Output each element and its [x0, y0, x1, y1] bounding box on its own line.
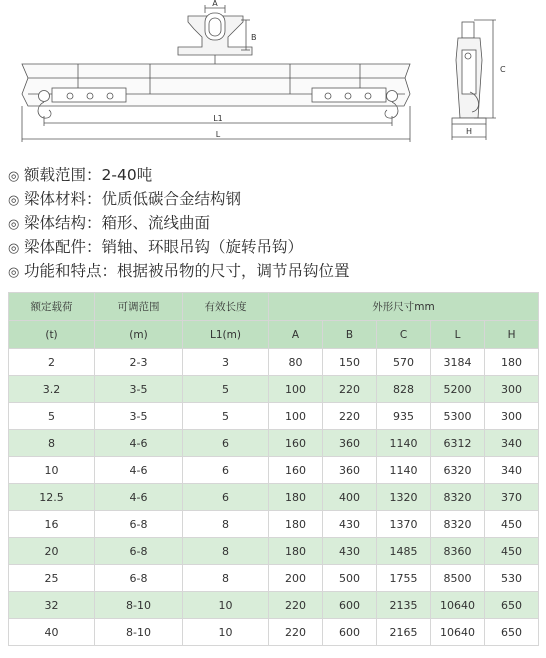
spec-material — [8, 187, 538, 211]
table-body — [9, 349, 539, 646]
cell-effective-length: 10 — [183, 619, 269, 646]
table-row — [9, 592, 539, 619]
cell-adjust-range: 4-6 — [95, 457, 183, 484]
spec-bullet: ◎ — [8, 241, 20, 256]
cell-dim-a: 180 — [269, 484, 323, 511]
cell-dim-b: 150 — [323, 349, 377, 376]
spec-list — [8, 163, 538, 283]
cell-dim-l: 6312 — [431, 430, 485, 457]
cell-dim-h: 300 — [485, 403, 539, 430]
header-rated-load-unit: (t) — [9, 321, 95, 349]
cell-dim-c: 935 — [377, 403, 431, 430]
cell-effective-length: 5 — [183, 403, 269, 430]
header-dim-a: A — [269, 321, 323, 349]
cell-dim-c: 2135 — [377, 592, 431, 619]
cell-effective-length: 8 — [183, 565, 269, 592]
cell-effective-length: 8 — [183, 511, 269, 538]
table-row — [9, 457, 539, 484]
cell-dim-b: 430 — [323, 511, 377, 538]
header-outer-dimensions: 外形尺寸mm — [269, 293, 539, 321]
cell-dim-a: 180 — [269, 538, 323, 565]
cell-effective-length: 8 — [183, 538, 269, 565]
spec-label: 功能和特点 — [24, 262, 102, 280]
cell-dim-l: 6320 — [431, 457, 485, 484]
spec-structure — [8, 211, 538, 235]
cell-dim-b: 600 — [323, 592, 377, 619]
cell-dim-l: 8500 — [431, 565, 485, 592]
header-effective-length-unit: L1(m) — [183, 321, 269, 349]
table-row — [9, 484, 539, 511]
cell-adjust-range: 8-10 — [95, 619, 183, 646]
cell-dim-l: 3184 — [431, 349, 485, 376]
dim-b-label: B — [251, 33, 257, 42]
cell-dim-c: 828 — [377, 376, 431, 403]
cell-adjust-range: 4-6 — [95, 484, 183, 511]
cell-effective-length: 10 — [183, 592, 269, 619]
spec-value: 箱形、流线曲面 — [101, 214, 211, 232]
spec-separator: ： — [86, 166, 102, 184]
cell-adjust-range: 2-3 — [95, 349, 183, 376]
cell-rated-load: 32 — [9, 592, 95, 619]
cell-dim-h: 650 — [485, 619, 539, 646]
cell-dim-l: 10640 — [431, 592, 485, 619]
cell-dim-a: 220 — [269, 592, 323, 619]
cell-dim-h: 530 — [485, 565, 539, 592]
spec-value: 根据被吊物的尺寸，调节吊钩位置 — [117, 262, 350, 280]
cell-dim-a: 160 — [269, 457, 323, 484]
table-row — [9, 538, 539, 565]
cell-dim-l: 8360 — [431, 538, 485, 565]
cell-dim-h: 340 — [485, 430, 539, 457]
cell-dim-a: 160 — [269, 430, 323, 457]
spec-bullet: ◎ — [8, 193, 20, 208]
spec-separator: ： — [86, 214, 102, 232]
cell-adjust-range: 6-8 — [95, 538, 183, 565]
cell-adjust-range: 3-5 — [95, 376, 183, 403]
cell-dim-c: 1755 — [377, 565, 431, 592]
cell-dim-c: 570 — [377, 349, 431, 376]
cell-dim-h: 450 — [485, 538, 539, 565]
spec-label: 额载范围 — [24, 166, 87, 184]
spec-features — [8, 259, 538, 283]
spec-separator: ： — [86, 238, 102, 256]
spec-label: 梁体配件 — [24, 238, 87, 256]
cell-dim-b: 500 — [323, 565, 377, 592]
spec-bullet: ◎ — [8, 265, 20, 280]
cell-rated-load: 20 — [9, 538, 95, 565]
cell-adjust-range: 6-8 — [95, 511, 183, 538]
cell-effective-length: 6 — [183, 430, 269, 457]
cell-effective-length: 3 — [183, 349, 269, 376]
spec-label: 梁体结构 — [24, 214, 87, 232]
spec-bullet: ◎ — [8, 169, 20, 184]
cell-dim-b: 360 — [323, 457, 377, 484]
table-row — [9, 376, 539, 403]
dim-l-label: L — [215, 130, 221, 139]
cell-effective-length: 6 — [183, 457, 269, 484]
cell-rated-load: 25 — [9, 565, 95, 592]
spec-separator: ： — [86, 190, 102, 208]
cell-rated-load: 5 — [9, 403, 95, 430]
cell-dim-a: 220 — [269, 619, 323, 646]
cell-dim-c: 1370 — [377, 511, 431, 538]
cell-adjust-range: 6-8 — [95, 565, 183, 592]
cell-dim-c: 1140 — [377, 430, 431, 457]
cell-dim-h: 300 — [485, 376, 539, 403]
cell-dim-c: 1320 — [377, 484, 431, 511]
cell-dim-b: 400 — [323, 484, 377, 511]
cell-dim-a: 100 — [269, 403, 323, 430]
cell-dim-b: 220 — [323, 376, 377, 403]
header-adjust-range: 可调范围 — [95, 293, 183, 321]
spec-value: 2-40吨 — [101, 166, 153, 184]
cell-dim-l: 8320 — [431, 511, 485, 538]
cell-dim-a: 80 — [269, 349, 323, 376]
spec-label: 梁体材料 — [24, 190, 87, 208]
cell-dim-c: 1485 — [377, 538, 431, 565]
cell-dim-a: 180 — [269, 511, 323, 538]
cell-dim-c: 2165 — [377, 619, 431, 646]
table-row — [9, 511, 539, 538]
spec-accessories — [8, 235, 538, 259]
cell-dim-l: 5300 — [431, 403, 485, 430]
header-dim-c: C — [377, 321, 431, 349]
dim-c-label: C — [500, 65, 506, 74]
table-row — [9, 403, 539, 430]
cell-dim-h: 450 — [485, 511, 539, 538]
cell-dim-h: 340 — [485, 457, 539, 484]
cell-dim-a: 200 — [269, 565, 323, 592]
table-row — [9, 619, 539, 646]
table-row — [9, 565, 539, 592]
cell-rated-load: 3.2 — [9, 376, 95, 403]
cell-dim-a: 100 — [269, 376, 323, 403]
header-dim-l: L — [431, 321, 485, 349]
header-rated-load: 额定载荷 — [9, 293, 95, 321]
lifting-beam-technical-drawing — [0, 0, 546, 160]
spec-load-range — [8, 163, 538, 187]
cell-rated-load: 10 — [9, 457, 95, 484]
cell-dim-l: 8320 — [431, 484, 485, 511]
cell-rated-load: 2 — [9, 349, 95, 376]
cell-dim-b: 430 — [323, 538, 377, 565]
cell-dim-h: 650 — [485, 592, 539, 619]
spec-value: 销轴、环眼吊钩（旋转吊钩） — [101, 238, 304, 256]
cell-dim-c: 1140 — [377, 457, 431, 484]
header-dim-h: H — [485, 321, 539, 349]
cell-adjust-range: 8-10 — [95, 592, 183, 619]
dim-h-label: H — [465, 127, 473, 136]
spec-value: 优质低碳合金结构钢 — [101, 190, 242, 208]
cell-rated-load: 40 — [9, 619, 95, 646]
table-row — [9, 430, 539, 457]
cell-dim-h: 180 — [485, 349, 539, 376]
cell-dim-h: 370 — [485, 484, 539, 511]
cell-adjust-range: 3-5 — [95, 403, 183, 430]
cell-rated-load: 16 — [9, 511, 95, 538]
header-adjust-range-unit: (m) — [95, 321, 183, 349]
header-effective-length: 有效长度 — [183, 293, 269, 321]
cell-dim-l: 10640 — [431, 619, 485, 646]
table-row — [9, 349, 539, 376]
dim-a-label: A — [212, 0, 218, 8]
cell-dim-b: 360 — [323, 430, 377, 457]
cell-adjust-range: 4-6 — [95, 430, 183, 457]
cell-rated-load: 8 — [9, 430, 95, 457]
dim-l1-label: L1 — [213, 114, 223, 123]
spec-separator: ： — [101, 262, 118, 280]
cell-effective-length: 5 — [183, 376, 269, 403]
cell-dim-l: 5200 — [431, 376, 485, 403]
cell-dim-b: 220 — [323, 403, 377, 430]
specification-table — [8, 292, 539, 646]
cell-dim-b: 600 — [323, 619, 377, 646]
cell-rated-load: 12.5 — [9, 484, 95, 511]
header-dim-b: B — [323, 321, 377, 349]
spec-bullet: ◎ — [8, 217, 20, 232]
cell-effective-length: 6 — [183, 484, 269, 511]
